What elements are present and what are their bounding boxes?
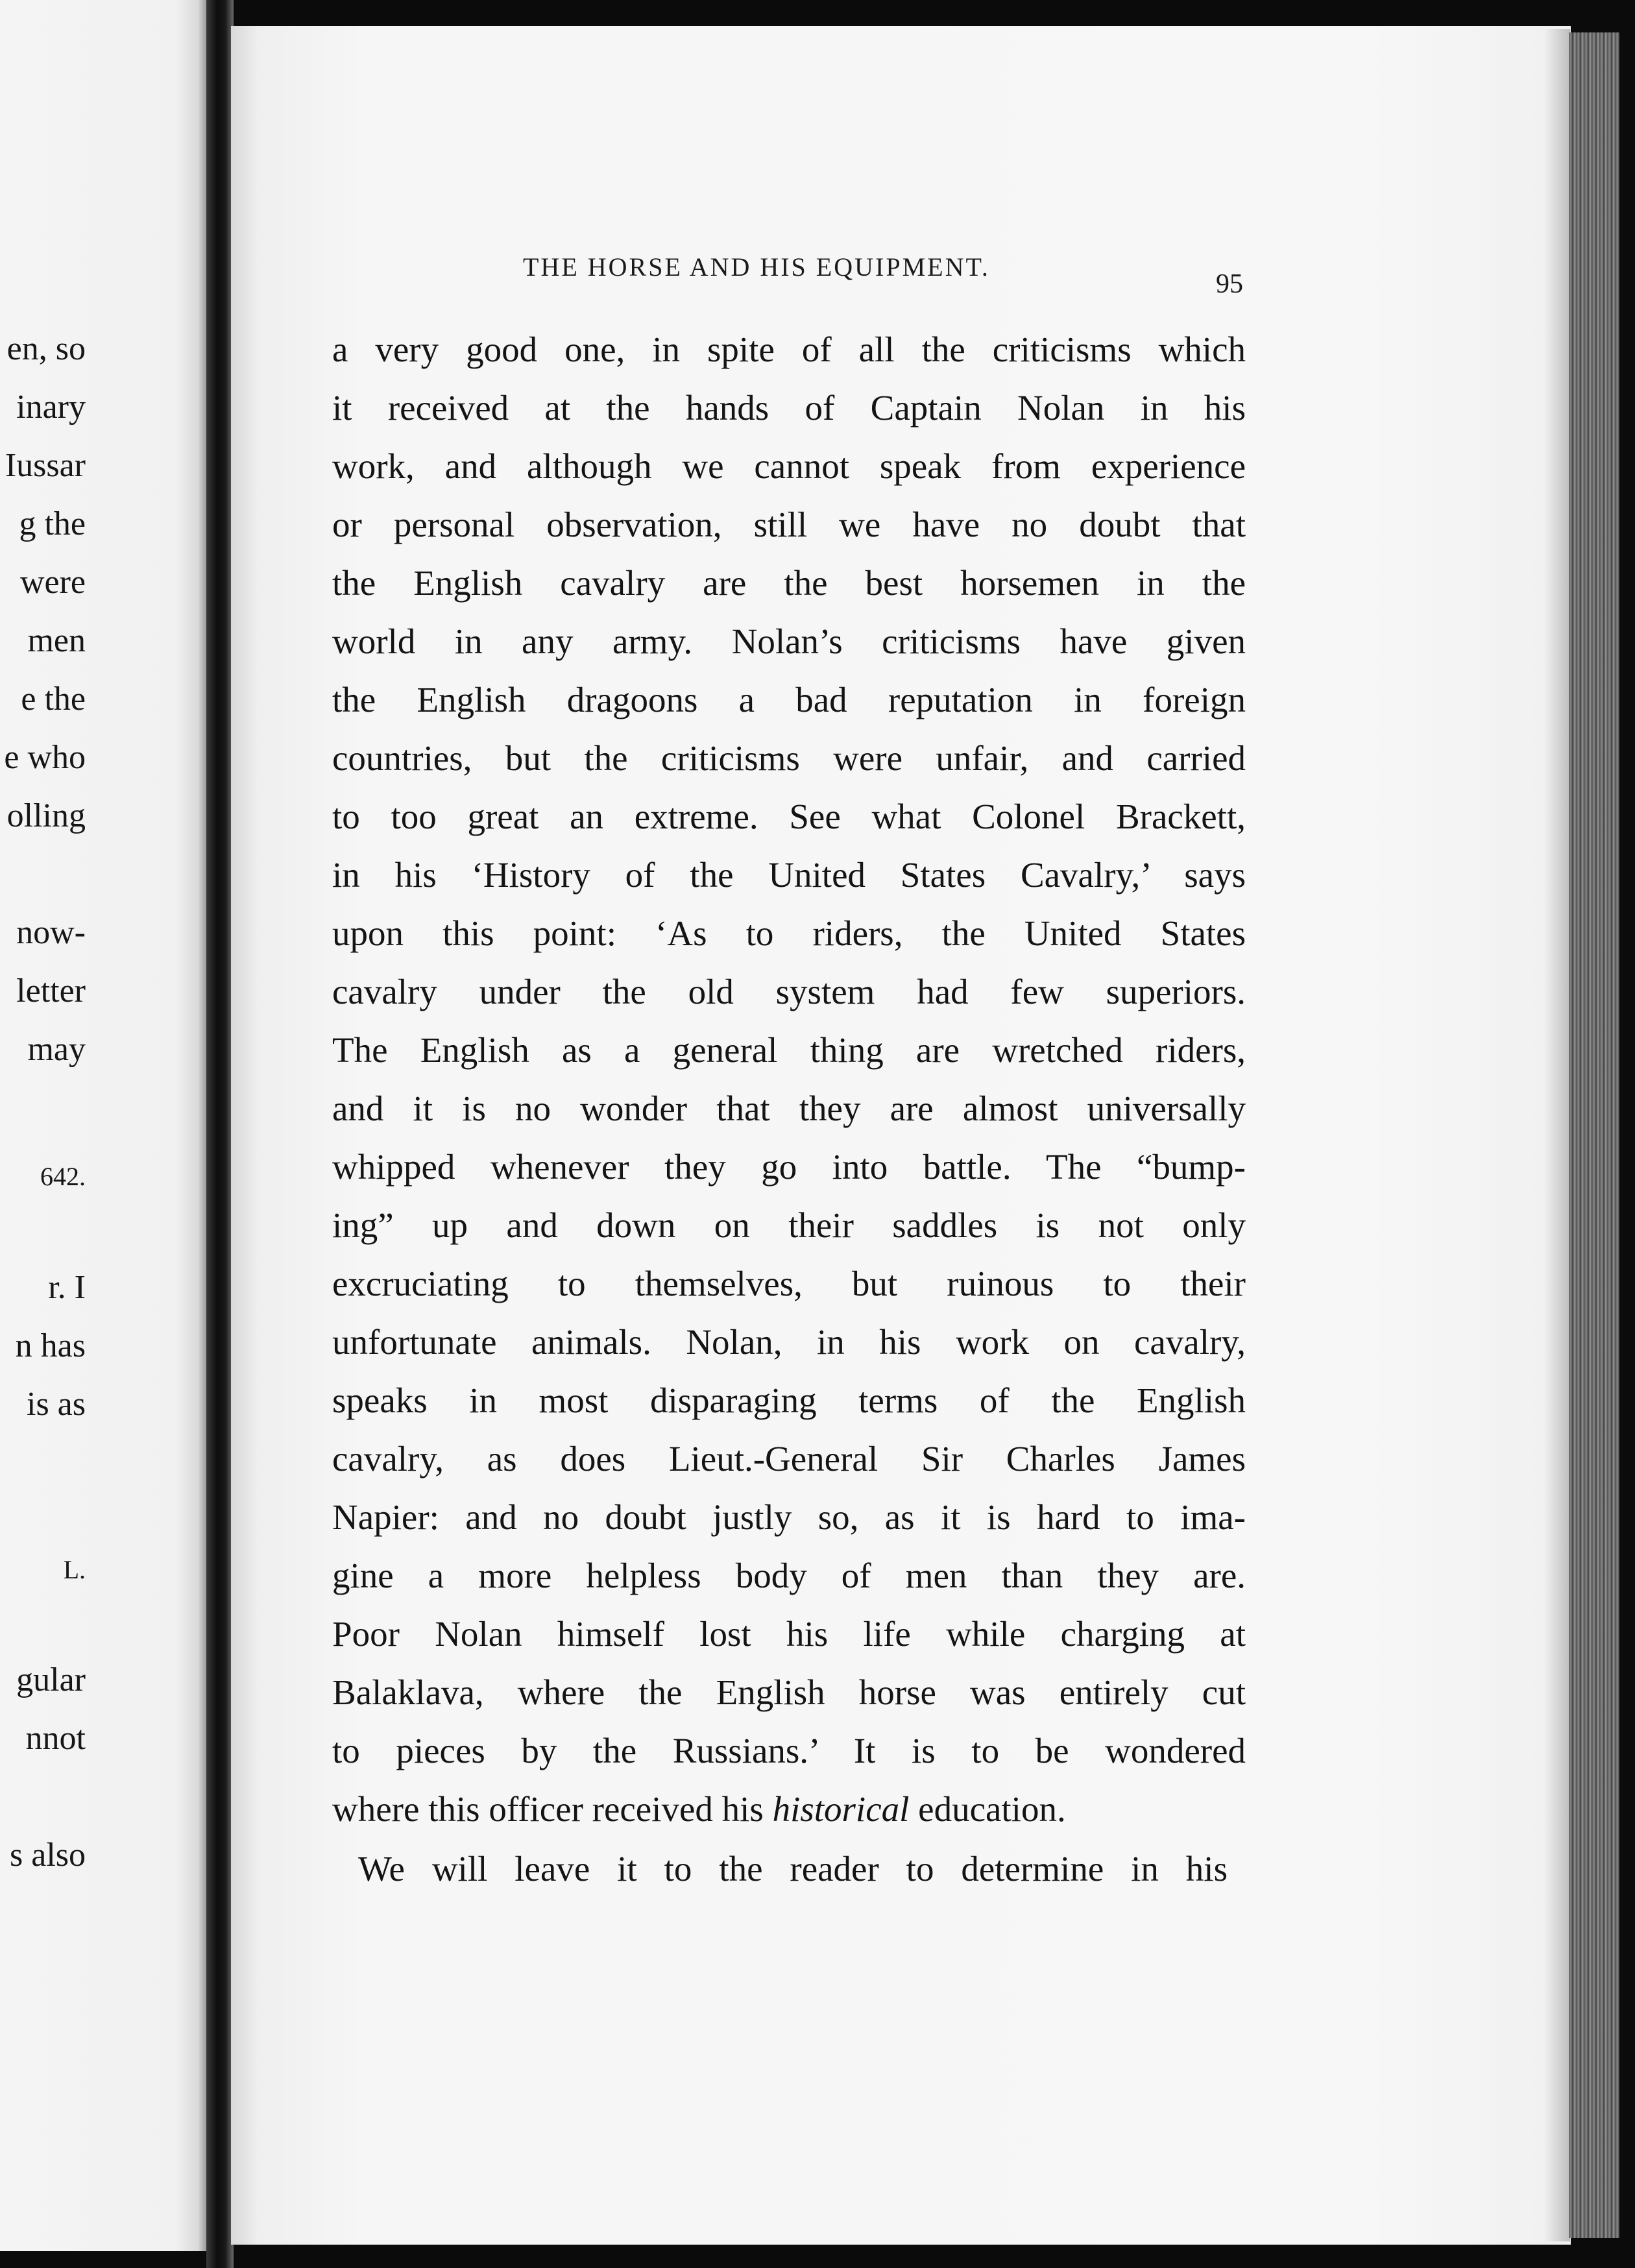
left-margin-fragment: inary [16,389,86,426]
left-margin-fragment: men [27,622,86,659]
left-margin-fragment: e who [4,739,86,776]
text-line: to too great an extreme. See what Colonel Brackett, [332,797,1246,836]
left-margin-fragment: 642. [40,1162,86,1191]
left-margin-fragment: gular [16,1661,86,1698]
previous-page [0,0,206,2251]
left-margin-fragment: olling [6,797,86,834]
left-margin-fragment: is as [27,1386,86,1423]
text-line: Poor Nolan himself lost his life while charging at [332,1614,1246,1654]
paragraph-first-line: We will leave it to the reader to determine in his [358,1849,1228,1888]
left-margin-fragment: nnot [25,1720,86,1757]
left-margin-fragment: n has [15,1327,86,1364]
paragraph-last-line: where this officer received his historical education. [332,1789,1066,1829]
text-line: world in any army. Nolan’s criticisms have given [332,621,1246,661]
left-margin-fragment: e the [21,681,86,718]
book-fore-edge [1569,32,1619,2238]
text-line: Balaklava, where the English horse was entirely cut [332,1672,1246,1712]
text-line: excruciating to themselves, but ruinous to their [332,1264,1246,1303]
text-line: whipped whenever they go into battle. The “bump- [332,1147,1246,1187]
left-margin-fragment: now- [16,914,86,951]
text-line: the English dragoons a bad reputation in foreign [332,680,1246,719]
text-line: it received at the hands of Captain Nolan in his [332,388,1246,428]
text-line: or personal observation, still we have no doubt that [332,505,1246,544]
left-margin-fragment: were [19,564,86,601]
text-line: work, and although we cannot speak from experience [332,446,1246,486]
page-number: 95 [1216,269,1243,299]
text-line: Napier: and no doubt justly so, as it is hard to ima- [332,1497,1246,1537]
left-margin-fragment: may [27,1031,86,1068]
left-margin-fragment: letter [16,972,86,1009]
text-line: to pieces by the Russians.’ It is to be wondered [332,1731,1246,1770]
text-line: ing” up and down on their saddles is not only [332,1205,1246,1245]
text-line: upon this point: ‘As to riders, the United States [332,913,1246,953]
left-margin-fragment: en, so [6,330,86,367]
running-head: THE HORSE AND HIS EQUIPMENT. [523,252,990,282]
text-line: countries, but the criticisms were unfair, and carried [332,738,1246,778]
text-line: and it is no wonder that they are almost universally [332,1089,1246,1128]
text-line: a very good one, in spite of all the criticisms which [332,330,1246,369]
left-margin-fragment: Iussar [5,447,86,484]
page-edge-shadow [1544,29,1570,2241]
left-margin-fragment: L. [63,1555,86,1584]
italic-word: historical [772,1789,910,1829]
text-line: gine a more helpless body of men than they are. [332,1556,1246,1595]
text-line: unfortunate animals. Nolan, in his work on cavalry, [332,1322,1246,1362]
text-line: cavalry, as does Lieut.-General Sir Charles James [332,1439,1246,1478]
text-line: The English as a general thing are wretched riders, [332,1030,1246,1070]
text-line: speaks in most disparaging terms of the English [332,1381,1246,1420]
text-line: the English cavalry are the best horsemen in the [332,563,1246,603]
left-margin-fragment: r. I [48,1269,86,1306]
left-margin-fragment: g the [19,505,86,542]
text-line: cavalry under the old system had few superiors. [332,972,1246,1011]
left-margin-fragment: s also [10,1837,86,1874]
book-gutter [206,0,234,2268]
text-line: in his ‘History of the United States Cavalry,’ says [332,855,1246,895]
